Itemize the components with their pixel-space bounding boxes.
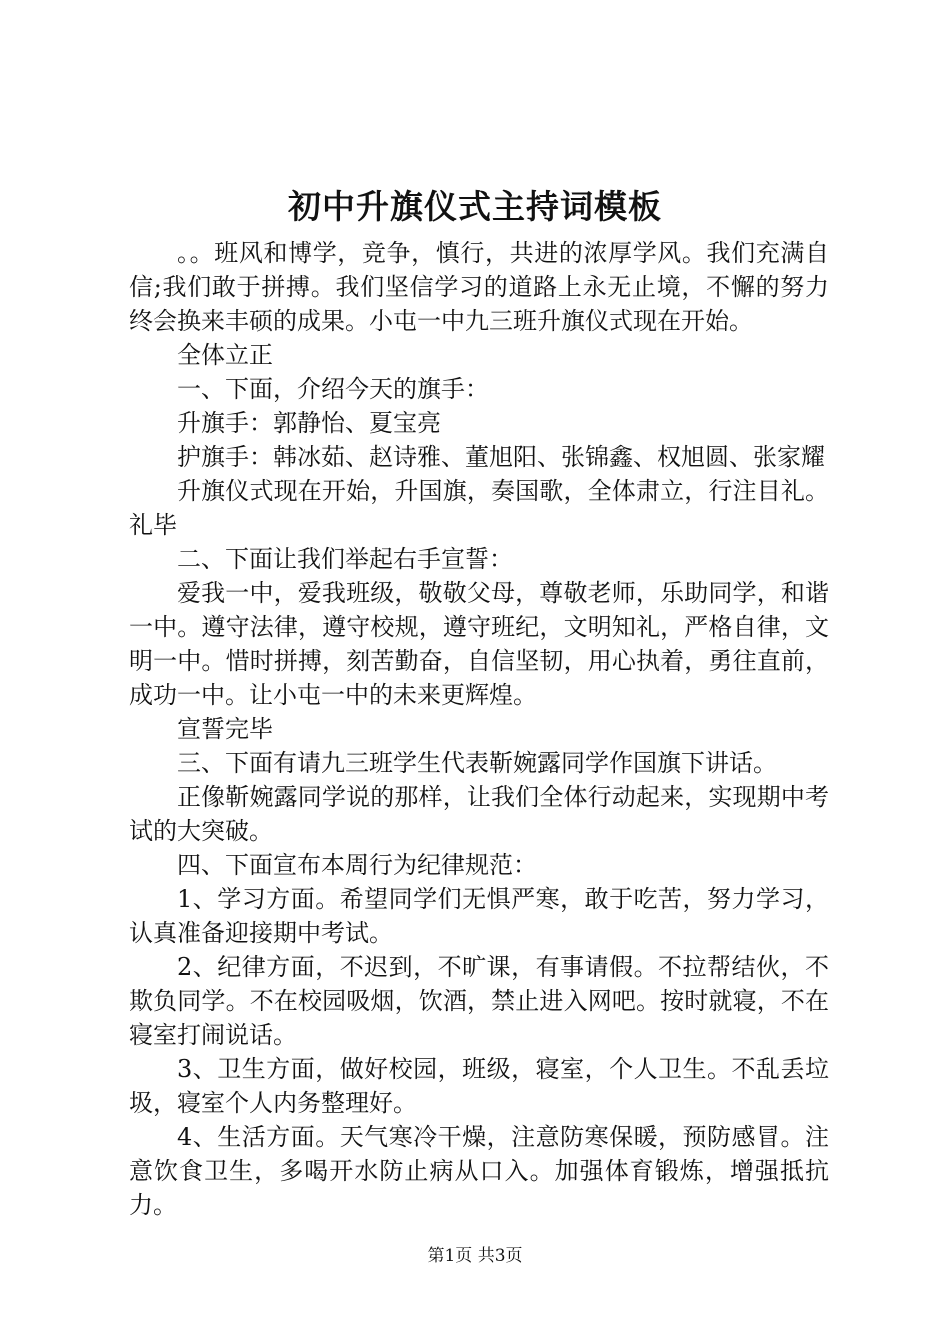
paragraph-speech-intro: 三、下面有请九三班学生代表靳婉露同学作国旗下讲话。 — [177, 749, 777, 777]
paragraph-oath-end: 宣誓完毕 — [177, 715, 273, 743]
paragraph-stand-attention: 全体立正 — [177, 341, 273, 369]
paragraph-oath-intro: 二、下面让我们举起右手宣誓： — [177, 545, 513, 573]
document-body — [129, 236, 829, 1222]
paragraph-rule-life: 4、生活方面。天气寒冷干燥，注意防寒保暖，预防感冒。注意饮食卫生，多喝开水防止病从口入。加强体育锻炼，增强抵抗力。 — [129, 1123, 829, 1219]
paragraph-flag-guards: 护旗手：韩冰茹、赵诗雅、董旭阳、张锦鑫、权旭圆、张家耀 — [177, 443, 825, 471]
paragraph-rule-hygiene: 3、卫生方面，做好校园，班级，寝室，个人卫生。不乱丢垃圾，寝室个人内务整理好。 — [129, 1055, 829, 1117]
paragraph-speech-response: 正像靳婉露同学说的那样，让我们全体行动起来，实现期中考试的大突破。 — [129, 783, 829, 845]
page-footer: 第1页 共3页 — [427, 1246, 523, 1266]
paragraph-rules-intro: 四、下面宣布本周行为纪律规范： — [177, 851, 537, 879]
paragraph-rule-discipline: 2、纪律方面，不迟到，不旷课，有事请假。不拉帮结伙，不欺负同学。不在校园吸烟，饮酒，禁止进入网吧。按时就寝，不在寝室打闹说话。 — [129, 953, 829, 1049]
paragraph-flag-raiser: 升旗手：郭静怡、夏宝亮 — [177, 409, 441, 437]
paragraph-introduce-flag-bearers: 一、下面，介绍今天的旗手： — [177, 375, 489, 403]
paragraph-rule-study: 1、学习方面。希望同学们无惧严寒，敢于吃苦，努力学习，认真准备迎接期中考试。 — [129, 885, 829, 947]
paragraph-oath: 爱我一中，爱我班级，敬敬父母，尊敬老师，乐助同学，和谐一中。遵守法律，遵守校规，遵守班纪，文明知礼，严格自律，文明一中。惜时拼搏，刻苦勤奋，自信坚韧，用心执着，勇往直前，成功一中。让小屯一中的未来更辉煌。 — [129, 579, 829, 709]
paragraph-ceremony-start: 升旗仪式现在开始，升国旗，奏国歌，全体肃立，行注目礼。礼毕 — [129, 477, 829, 539]
document-title: 初中升旗仪式主持词模板 — [288, 187, 662, 226]
paragraph-intro: 。。班风和博学，竞争，慎行，共进的浓厚学风。我们充满自信;我们敢于拼搏。我们坚信学习的道路上永无止境，不懈的努力终会换来丰硕的成果。小屯一中九三班升旗仪式现在开始。 — [129, 239, 829, 335]
